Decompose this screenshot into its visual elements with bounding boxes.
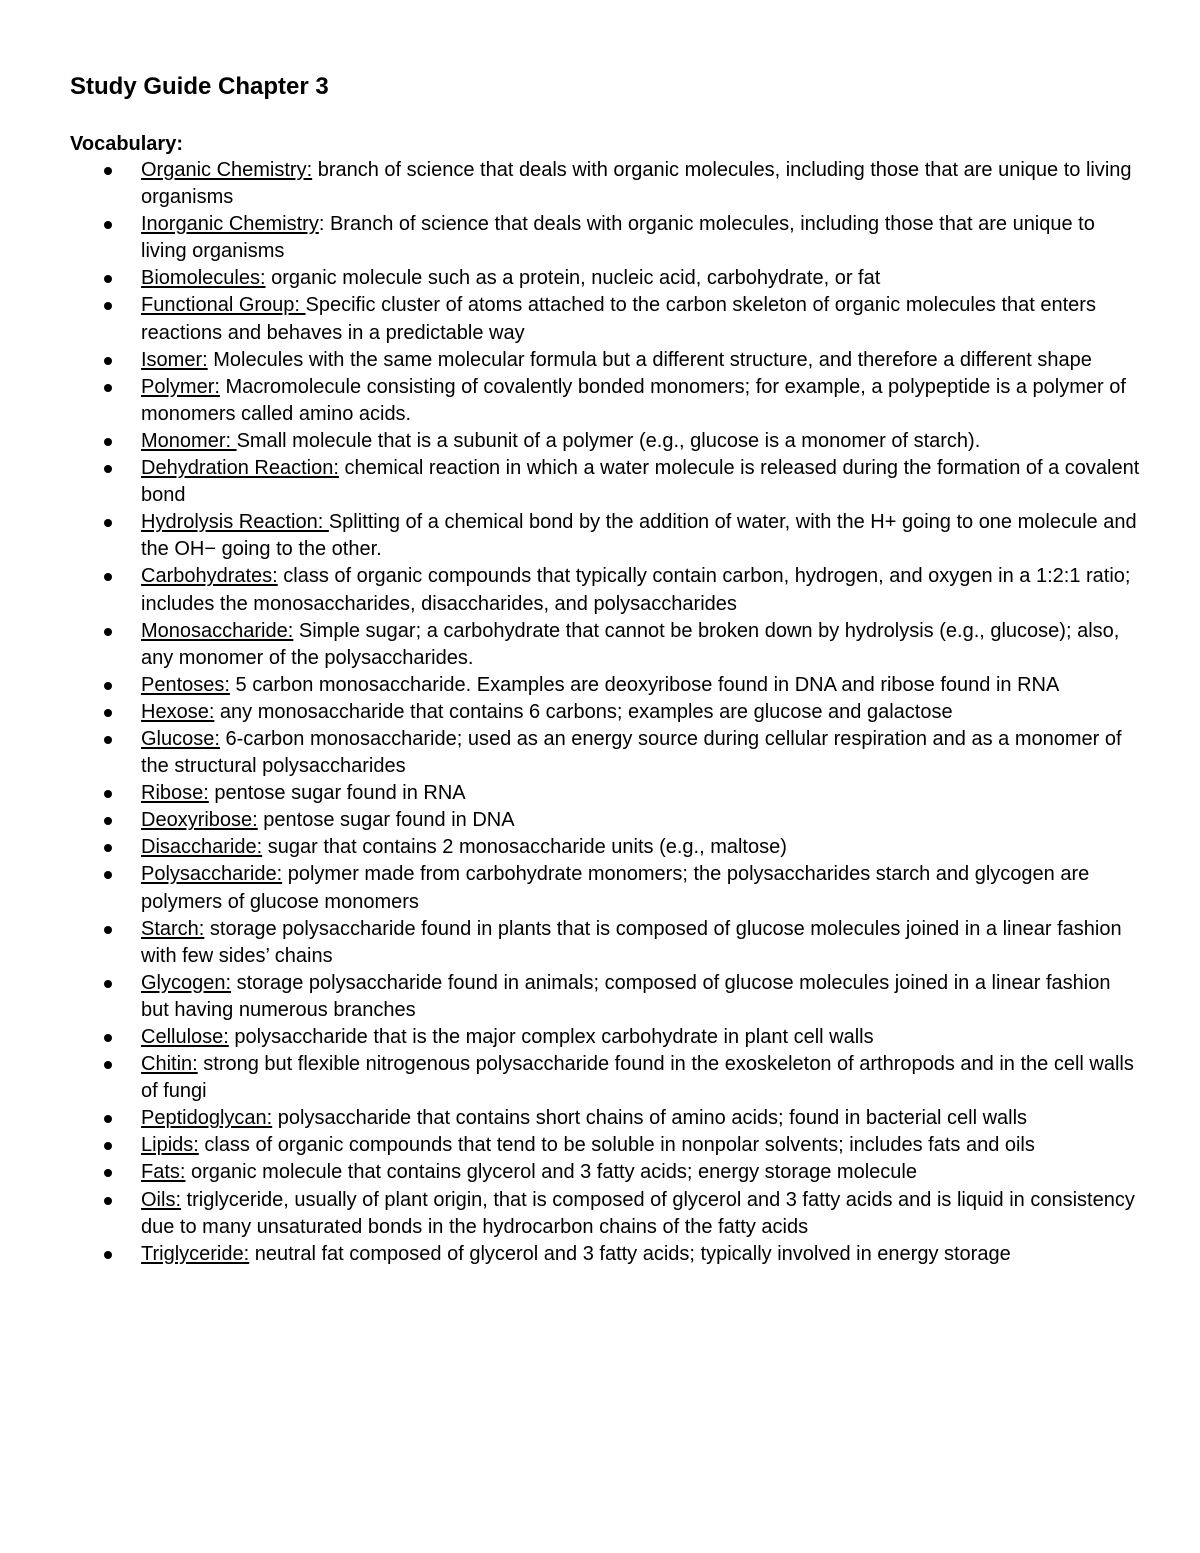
vocabulary-item: [0, 970, 1200, 1024]
vocabulary-item: [0, 1159, 1200, 1186]
vocabulary-term: Fats:: [141, 1161, 186, 1184]
vocabulary-definition: Splitting of a chemical bond by the addition of water, with the H+ going to one molecule and the OH− going to the other.: [141, 511, 1137, 561]
vocabulary-definition: sugar that contains 2 monosaccharide units (e.g., maltose): [262, 836, 787, 859]
vocabulary-term: Starch:: [141, 917, 205, 940]
vocabulary-item: [0, 807, 1200, 834]
bullet-icon: [104, 221, 112, 229]
vocabulary-term: Oils:: [141, 1188, 181, 1211]
vocabulary-item: [0, 726, 1200, 780]
vocabulary-definition: any monosaccharide that contains 6 carbons; examples are glucose and galactose: [214, 700, 953, 723]
vocabulary-item: [0, 618, 1200, 672]
vocabulary-term: Polymer:: [141, 375, 220, 398]
bullet-icon: [104, 302, 112, 310]
bullet-icon: [104, 736, 112, 744]
vocabulary-term: Inorganic Chemistry: [141, 213, 319, 236]
vocabulary-definition: Molecules with the same molecular formula but a different structure, and therefore a different shape: [207, 348, 1092, 371]
bullet-icon: [104, 1061, 112, 1069]
bullet-icon: [104, 980, 112, 988]
bullet-icon: [104, 275, 112, 283]
vocabulary-definition: polymer made from carbohydrate monomers; the polysaccharides starch and glycogen are polymers of glucose monomers: [141, 863, 1090, 913]
vocabulary-term: Monomer:: [141, 429, 237, 452]
vocabulary-term: Organic Chemistry:: [141, 159, 313, 181]
vocabulary-definition: polysaccharide that contains short chains of amino acids; found in bacterial cell walls: [272, 1107, 1028, 1130]
bullet-icon: [104, 926, 112, 934]
bullet-icon: [104, 438, 112, 446]
vocabulary-term: Functional Group:: [141, 294, 306, 317]
bullet-icon: [104, 384, 112, 392]
vocabulary-item: [0, 699, 1200, 726]
vocabulary-term: Triglyceride:: [141, 1242, 250, 1265]
vocabulary-definition: Simple sugar; a carbohydrate that cannot be broken down by hydrolysis (e.g., glucose); also, any monomer of the polysaccharides.: [141, 619, 1120, 669]
vocabulary-term: Chitin:: [141, 1053, 198, 1076]
vocabulary-item: [0, 265, 1200, 292]
vocabulary-definition: : Branch of science that deals with organic molecules, including those that are unique to living organisms: [141, 213, 1095, 263]
vocabulary-definition: Small molecule that is a subunit of a polymer (e.g., glucose is a monomer of starch).: [236, 429, 981, 452]
vocabulary-term: Ribose:: [141, 782, 209, 805]
vocabulary-item: [0, 292, 1200, 346]
vocabulary-definition: organic molecule that contains glycerol and 3 fatty acids; energy storage molecule: [185, 1161, 917, 1184]
bullet-icon: [104, 519, 112, 527]
vocabulary-item: [0, 834, 1200, 861]
bullet-icon: [104, 817, 112, 825]
vocabulary-item: [0, 1051, 1200, 1105]
vocabulary-term: Monosaccharide:: [141, 619, 294, 642]
vocabulary-item: [0, 211, 1200, 265]
vocabulary-item: [0, 916, 1200, 970]
vocabulary-item: [0, 1105, 1200, 1132]
vocabulary-definition: polysaccharide that is the major complex carbohydrate in plant cell walls: [228, 1026, 874, 1048]
vocabulary-term: Glucose:: [141, 727, 220, 750]
bullet-icon: [104, 357, 112, 365]
bullet-icon: [104, 790, 112, 798]
bullet-icon: [104, 1034, 112, 1042]
bullet-icon: [104, 871, 112, 879]
vocabulary-definition: storage polysaccharide found in plants that is composed of glucose molecules joined in a linear fashion with few sides’ chains: [141, 917, 1122, 967]
vocabulary-term: Dehydration Reaction:: [141, 457, 339, 480]
vocabulary-item: [0, 672, 1200, 699]
vocabulary-item: [0, 861, 1200, 915]
vocabulary-definition: class of organic compounds that tend to be soluble in nonpolar solvents; includes fats and oils: [198, 1134, 1035, 1157]
vocabulary-item: [0, 374, 1200, 428]
vocabulary-definition: organic molecule such as a protein, nucleic acid, carbohydrate, or fat: [265, 267, 881, 290]
vocabulary-term: Cellulose:: [141, 1026, 229, 1048]
vocabulary-definition: triglyceride, usually of plant origin, that is composed of glycerol and 3 fatty acids and is liquid in consistency due to many unsaturated bonds in the hydrocarbon chains of the fatty acids: [141, 1188, 1135, 1238]
vocabulary-definition: strong but flexible nitrogenous polysaccharide found in the exoskeleton of arthropods and in the cell walls of fungi: [141, 1053, 1134, 1103]
vocabulary-term: Hexose:: [141, 700, 215, 723]
vocabulary-term: Disaccharide:: [141, 836, 263, 859]
page-title: Study Guide Chapter 3: [70, 73, 329, 100]
vocabulary-term: Peptidoglycan:: [141, 1107, 273, 1130]
bullet-icon: [104, 844, 112, 852]
vocabulary-definition: pentose sugar found in DNA: [257, 809, 515, 832]
vocabulary-definition: chemical reaction in which a water molecule is released during the formation of a covalent bond: [141, 457, 1140, 507]
vocabulary-definition: neutral fat composed of glycerol and 3 fatty acids; typically involved in energy storage: [249, 1242, 1011, 1265]
vocabulary-item: [0, 455, 1200, 509]
vocabulary-item: [0, 1132, 1200, 1159]
vocabulary-term: Lipids:: [141, 1134, 199, 1157]
bullet-icon: [104, 1142, 112, 1150]
vocabulary-term: Pentoses:: [141, 673, 230, 696]
vocabulary-term: Polysaccharide:: [141, 863, 283, 886]
vocabulary-definition: Macromolecule consisting of covalently bonded monomers; for example, a polypeptide is a polymer of monomers called amino acids.: [141, 375, 1126, 425]
vocabulary-item: [0, 157, 1200, 211]
bullet-icon: [104, 167, 112, 175]
vocabulary-term: Biomolecules:: [141, 267, 266, 290]
vocabulary-list: [0, 157, 1200, 1268]
vocabulary-item: [0, 1241, 1200, 1268]
vocabulary-definition: 6-carbon monosaccharide; used as an energy source during cellular respiration and as a monomer of the structural polysaccharides: [141, 727, 1122, 778]
vocabulary-item: [0, 347, 1200, 374]
bullet-icon: [104, 1251, 112, 1259]
vocabulary-definition: storage polysaccharide found in animals; composed of glucose molecules joined in a linear fashion but having numerous branches: [141, 971, 1111, 1021]
vocabulary-definition: branch of science that deals with organic molecules, including those that are unique to living organisms: [141, 159, 1132, 209]
vocabulary-term: Carbohydrates:: [141, 565, 278, 588]
vocabulary-term: Glycogen:: [141, 971, 232, 994]
vocabulary-definition: pentose sugar found in RNA: [208, 782, 466, 805]
bullet-icon: [104, 1115, 112, 1123]
vocabulary-definition: class of organic compounds that typically contain carbon, hydrogen, and oxygen in a 1:2:1 ratio; includes the monosaccharides, disaccharides, and polysaccharides: [141, 565, 1131, 615]
vocabulary-item: [0, 428, 1200, 455]
bullet-icon: [104, 709, 112, 717]
vocabulary-term: Deoxyribose:: [141, 809, 258, 832]
section-heading-vocabulary: Vocabulary:: [70, 133, 183, 155]
bullet-icon: [104, 465, 112, 473]
vocabulary-item: [0, 1187, 1200, 1241]
vocabulary-definition: 5 carbon monosaccharide. Examples are deoxyribose found in DNA and ribose found in RNA: [229, 673, 1060, 696]
bullet-icon: [104, 682, 112, 690]
vocabulary-item: [0, 509, 1200, 563]
vocabulary-item: [0, 1024, 1200, 1051]
bullet-icon: [104, 1197, 112, 1205]
vocabulary-term: Isomer:: [141, 348, 208, 371]
vocabulary-term: Hydrolysis Reaction:: [141, 511, 329, 534]
vocabulary-item: [0, 780, 1200, 807]
bullet-icon: [104, 628, 112, 636]
vocabulary-item: [0, 563, 1200, 617]
bullet-icon: [104, 1169, 112, 1177]
vocabulary-definition: Specific cluster of atoms attached to the carbon skeleton of organic molecules that enters reactions and behaves in a predictable way: [141, 294, 1096, 344]
bullet-icon: [104, 573, 112, 581]
